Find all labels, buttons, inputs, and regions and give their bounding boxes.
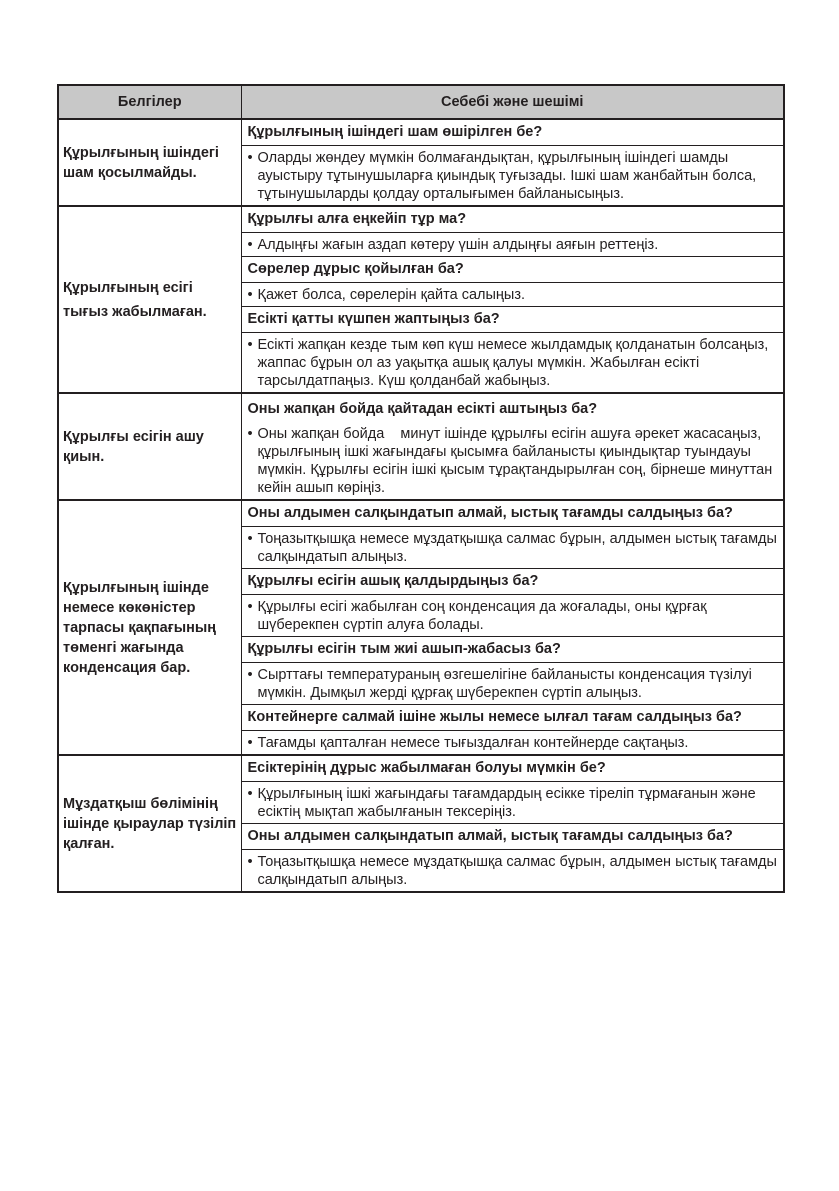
solution-answer [242, 663, 784, 704]
symptom-cell [58, 119, 241, 206]
cause-block [242, 207, 784, 256]
bullet-icon: • [247, 337, 253, 353]
symptom-cell [58, 206, 241, 393]
table-header-row [58, 85, 784, 119]
solution-answer [242, 422, 784, 499]
bullet-icon: • [247, 287, 253, 303]
solution-cell [241, 393, 784, 500]
solution-cell [241, 206, 784, 393]
answer-text: Оларды жөндеу мүмкін болмағандықтан, құрылғының ішіндегі шамды ауыстыру тұтынушыларға қиындық туғызады. Ішкі шам жанбайтын болса, тұтынушыларды қолдау орталығымен байланысыңыз. [257, 150, 825, 202]
answer-text: Алдыңғы жағын аздап көтеру үшін алдыңғы аяғын реттеңіз. [257, 237, 659, 253]
solution-answer [242, 333, 784, 392]
bullet-icon: • [247, 237, 253, 253]
symptom-text: Құрылғының ішіндегі шам қосылмайды. [63, 144, 219, 181]
answer-text: Тоңазытқышқа немесе мұздатқышқа салмас бұрын, алдымен ыстық тағамды салқындатып алыңыз. [257, 531, 777, 565]
bullet-icon: • [247, 426, 253, 442]
answer-text: Қажет болса, сөрелерін қайта салыңыз. [257, 287, 526, 303]
answer-text: Тағамды қапталған немесе тығыздалған контейнерде сақтаңыз. [257, 735, 689, 751]
cause-block [242, 823, 784, 891]
solution-answer [242, 850, 784, 891]
table-row [58, 755, 784, 892]
cause-block [242, 501, 784, 568]
answer-text: Оны жапқан бойда минут ішінде құрылғы есігін ашуға әрекет жасасаңыз, құрылғының ішкі жағындағы қысымға байланысты қиындықтар туындауы мүмкін. Құрылғы есігін ішкі қысым тұрақтандырылған соң, бірнеше минуттан кейін ашып көріңіз. [257, 426, 777, 496]
cause-block [242, 306, 784, 392]
cause-question: Оны жапқан бойда қайтадан есікті аштыңыз ба? [247, 401, 598, 417]
cause-question: Құрылғы есігін тым жиі ашып-жабасыз ба? [242, 637, 784, 663]
cause-question: Құрылғы есігін ашық қалдырдыңыз ба? [242, 569, 784, 595]
troubleshooting-page [57, 84, 825, 893]
cause-question: Контейнерге салмай ішіне жылы немесе ылғал тағам салдыңыз ба? [242, 705, 784, 731]
cause-question: Есіктерінің дұрыс жабылмаған болуы мүмкін бе? [242, 756, 784, 782]
cause-block [242, 636, 784, 704]
symptom-cell [58, 393, 241, 500]
bullet-icon: • [247, 854, 253, 870]
cause-question: Оны алдымен салқындатып алмай, ыстық тағамды салдыңыз ба? [242, 501, 784, 527]
cause-question: Құрылғының ішіндегі шам өшірілген бе? [242, 120, 784, 146]
cause-question: Есікті қатты күшпен жаптыңыз ба? [242, 307, 784, 333]
header-cause-solution: Себебі және шешімі [241, 85, 784, 119]
solution-cell [241, 119, 825, 206]
answer-text: Тоңазытқышқа немесе мұздатқышқа салмас бұрын, алдымен ыстық тағамды салқындатып алыңыз. [257, 854, 777, 888]
cause-block [242, 568, 784, 636]
table-row [58, 393, 784, 500]
bullet-icon: • [247, 786, 253, 802]
cause-block [242, 704, 784, 754]
solution-answer [242, 233, 784, 256]
answer-text: Құрылғының ішкі жағындағы тағамдардың есікке тіреліп тұрмағанын және есіктің мықтап жабылғанын тексеріңіз. [257, 786, 756, 820]
solution-answer [242, 595, 784, 636]
table-row [58, 206, 784, 393]
cause-question: Сөрелер дұрыс қойылған ба? [242, 257, 784, 283]
troubleshooting-table [57, 84, 825, 893]
symptom-text: Құрылғы есігін ашу қиын. [63, 428, 204, 465]
solution-cell [241, 500, 784, 755]
solution-answer [242, 283, 784, 306]
symptom-text: Құрылғының есігі тығыз жабылмаған. [63, 279, 207, 320]
answer-text: Есікті жапқан кезде тым көп күш немесе жылдамдық қолданатын болсаңыз, жаппас бұрын ол аз уақытқа ашық қалуы мүмкін. Жабылған есікті тарсылдатпаңыз. Күш қолданбай жабыңыз. [257, 337, 769, 389]
symptom-cell [58, 500, 241, 755]
symptom-text: Мұздатқыш бөлімінің ішінде қыраулар түзіліп қалған. [63, 795, 237, 852]
solution-answer [242, 782, 784, 823]
cause-block [242, 120, 825, 205]
symptom-cell [58, 755, 241, 892]
bullet-icon: • [247, 735, 253, 751]
cause-block [242, 394, 784, 499]
cause-block [242, 256, 784, 306]
table-row [58, 500, 784, 755]
cause-question: Құрылғы алға еңкейіп тұр ма? [242, 207, 784, 233]
answer-text: Сырттағы температураның өзгешелігіне байланысты конденсация түзілуі мүмкін. Дымқыл жерді құрғақ шүберекпен сүртіп алыңыз. [257, 667, 752, 701]
symptom-text: Құрылғының ішінде немесе көкөністер тарпасы қақпағының төменгі жағында конденсация бар. [63, 579, 217, 676]
cause-question: Оны алдымен салқындатып алмай, ыстық тағамды салдыңыз ба? [242, 824, 784, 850]
bullet-icon: • [247, 599, 253, 615]
bullet-icon: • [247, 531, 253, 547]
bullet-icon: • [247, 667, 253, 683]
answer-text: Құрылғы есігі жабылған соң конденсация да жоғалады, оны құрғақ шүберекпен сүртіп алуға болады. [257, 599, 707, 633]
solution-cell [241, 755, 784, 892]
bullet-icon: • [247, 150, 253, 166]
solution-answer [242, 731, 784, 754]
solution-answer [242, 146, 825, 205]
header-symptoms: Белгілер [58, 85, 241, 119]
solution-answer [242, 527, 784, 568]
table-row [58, 119, 784, 206]
cause-block [242, 756, 784, 823]
